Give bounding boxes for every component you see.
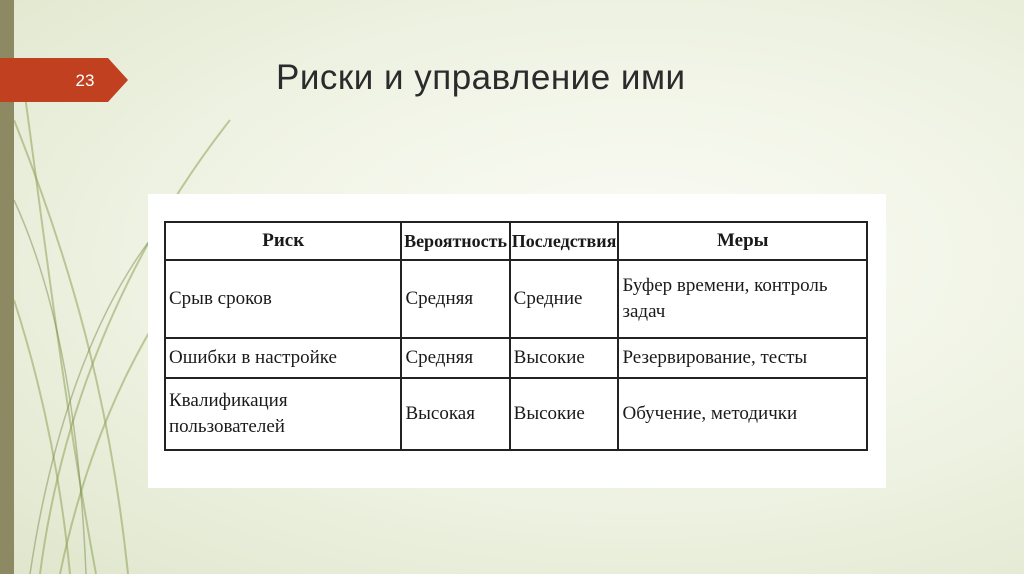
cell-consequences: Высокие (510, 338, 619, 378)
table-panel (148, 194, 886, 488)
cell-measures: Резервирование, тесты (618, 338, 867, 378)
cell-risk: Срыв сроков (165, 260, 401, 338)
cell-consequences: Средние (510, 260, 619, 338)
cell-probability: Высокая (401, 378, 509, 450)
cell-risk: Квалификация пользователей (165, 378, 401, 450)
cell-risk: Ошибки в настройке (165, 338, 401, 378)
cell-consequences: Высокие (510, 378, 619, 450)
header-probability: Вероятность (401, 222, 509, 260)
slide-number: 23 (75, 71, 95, 90)
table-row (165, 260, 867, 338)
cell-probability: Средняя (401, 260, 509, 338)
header-consequences: Последствия (510, 222, 619, 260)
table-row (165, 378, 867, 450)
header-risk: Риск (165, 222, 401, 260)
slide-number-badge (0, 58, 128, 102)
slide-title: Риски и управление ими (276, 58, 686, 97)
cell-measures: Буфер времени, контроль задач (618, 260, 867, 338)
cell-measures: Обучение, методички (618, 378, 867, 450)
table-header-row (165, 222, 867, 260)
cell-probability: Средняя (401, 338, 509, 378)
header-measures: Меры (618, 222, 867, 260)
risk-table (164, 221, 868, 451)
table-row (165, 338, 867, 378)
